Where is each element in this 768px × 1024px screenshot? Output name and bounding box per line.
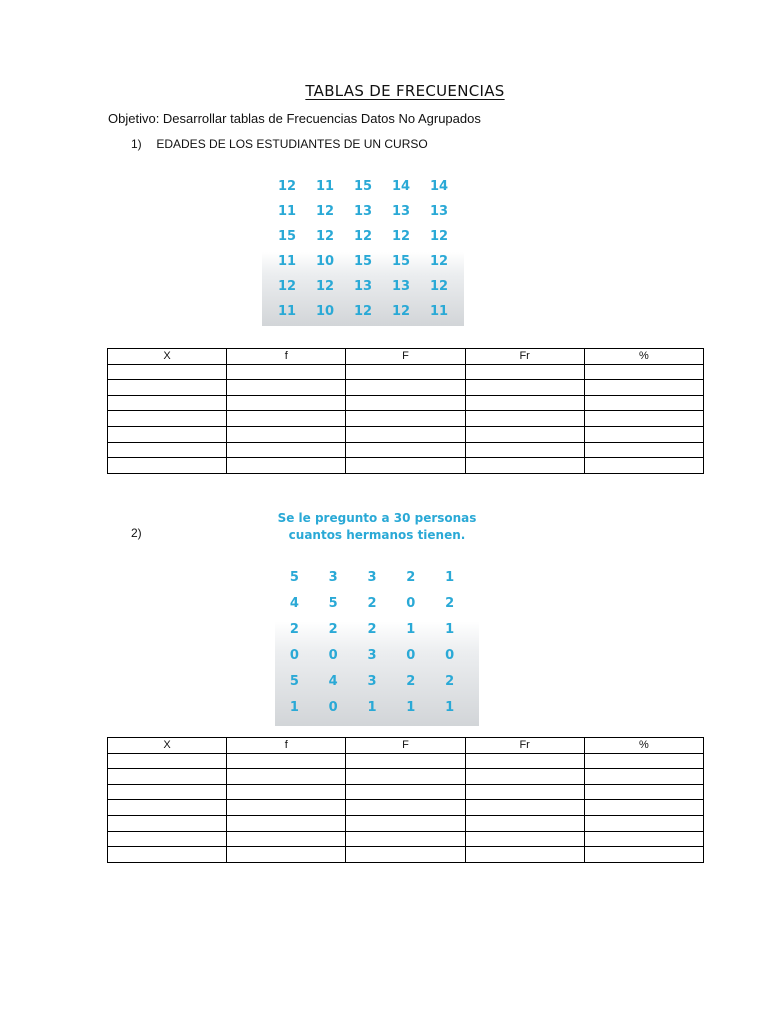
table-row (108, 395, 704, 411)
data-value: 0 (406, 647, 416, 663)
data-value: 0 (328, 699, 338, 715)
data-value: 12 (353, 304, 373, 319)
data-value: 0 (445, 647, 455, 663)
table-row (108, 784, 704, 800)
table-cell[interactable] (584, 395, 703, 411)
table-cell[interactable] (584, 364, 703, 380)
ages-data-image (262, 172, 464, 326)
table-cell[interactable] (346, 800, 465, 816)
table-cell[interactable] (227, 831, 346, 847)
section-1-number: 1) (131, 137, 142, 151)
objective-text: Objetivo: Desarrollar tablas de Frecuencias Datos No Agrupados (108, 111, 481, 126)
data-value: 13 (391, 204, 411, 219)
data-value: 12 (429, 254, 449, 269)
table-cell[interactable] (108, 753, 227, 769)
data-value: 2 (367, 595, 377, 611)
data-value: 12 (429, 279, 449, 294)
section-1-heading (131, 137, 428, 151)
table-row (108, 847, 704, 863)
table-row (108, 411, 704, 427)
table-cell[interactable] (227, 442, 346, 458)
column-header: % (584, 738, 703, 754)
table-header-row (108, 349, 704, 365)
table-cell[interactable] (227, 426, 346, 442)
table-cell[interactable] (227, 380, 346, 396)
table-cell[interactable] (346, 442, 465, 458)
data-value: 2 (289, 621, 299, 637)
table-cell[interactable] (108, 442, 227, 458)
data-value: 4 (289, 595, 299, 611)
table-cell[interactable] (108, 411, 227, 427)
data-value: 15 (353, 179, 373, 194)
table-row (108, 364, 704, 380)
data-value: 15 (391, 254, 411, 269)
table-cell[interactable] (584, 769, 703, 785)
table-cell[interactable] (584, 847, 703, 863)
table-cell[interactable] (465, 458, 584, 474)
table-cell[interactable] (584, 815, 703, 831)
table-cell[interactable] (346, 426, 465, 442)
data-value: 12 (353, 229, 373, 244)
data-value: 11 (277, 304, 297, 319)
frequency-table-1 (107, 348, 704, 474)
table-cell[interactable] (108, 426, 227, 442)
siblings-prompt-line-2: cuantos hermanos tienen. (288, 528, 466, 542)
table-cell[interactable] (584, 784, 703, 800)
siblings-data-image (275, 508, 479, 726)
table-cell[interactable] (108, 395, 227, 411)
table-cell[interactable] (108, 815, 227, 831)
section-1-title: EDADES DE LOS ESTUDIANTES DE UN CURSO (156, 137, 428, 151)
data-value: 15 (277, 229, 297, 244)
column-header: f (227, 738, 346, 754)
data-value: 2 (445, 673, 455, 689)
table-cell[interactable] (108, 458, 227, 474)
data-value: 0 (328, 647, 338, 663)
data-value: 4 (328, 673, 338, 689)
table-cell[interactable] (465, 411, 584, 427)
table-cell[interactable] (346, 395, 465, 411)
table-cell[interactable] (227, 364, 346, 380)
table-cell[interactable] (465, 769, 584, 785)
data-value: 10 (315, 254, 335, 269)
column-header: F (346, 349, 465, 365)
section-2-number: 2) (131, 526, 142, 540)
table-cell[interactable] (227, 411, 346, 427)
siblings-prompt (275, 510, 479, 544)
table-cell[interactable] (465, 426, 584, 442)
column-header: X (108, 349, 227, 365)
data-value: 3 (367, 647, 377, 663)
data-value: 3 (328, 569, 338, 585)
data-value: 1 (406, 621, 416, 637)
data-value: 1 (367, 699, 377, 715)
table-cell[interactable] (346, 364, 465, 380)
column-header: X (108, 738, 227, 754)
table-row (108, 426, 704, 442)
table-cell[interactable] (584, 380, 703, 396)
table-cell[interactable] (584, 831, 703, 847)
table-cell[interactable] (465, 784, 584, 800)
data-value: 13 (353, 279, 373, 294)
data-value: 1 (445, 621, 455, 637)
page-title: TABLAS DE FRECUENCIAS (305, 82, 505, 100)
data-value: 1 (406, 699, 416, 715)
data-value: 11 (277, 254, 297, 269)
data-value: 13 (429, 204, 449, 219)
table-cell[interactable] (465, 815, 584, 831)
table-cell[interactable] (227, 847, 346, 863)
table-cell[interactable] (465, 380, 584, 396)
siblings-data-grid (275, 564, 469, 720)
table-row (108, 831, 704, 847)
data-value: 12 (315, 204, 335, 219)
column-header: F (346, 738, 465, 754)
table-cell[interactable] (346, 784, 465, 800)
data-value: 1 (445, 569, 455, 585)
table-cell[interactable] (108, 800, 227, 816)
table-cell[interactable] (227, 395, 346, 411)
data-value: 10 (315, 304, 335, 319)
data-value: 12 (429, 229, 449, 244)
data-value: 3 (367, 673, 377, 689)
table-cell[interactable] (346, 831, 465, 847)
data-value: 5 (289, 673, 299, 689)
data-value: 2 (406, 673, 416, 689)
ages-data-grid (268, 174, 458, 324)
table-cell[interactable] (108, 847, 227, 863)
data-value: 11 (315, 179, 335, 194)
data-value: 13 (353, 204, 373, 219)
table-cell[interactable] (346, 458, 465, 474)
data-value: 5 (328, 595, 338, 611)
table-cell[interactable] (584, 458, 703, 474)
table-row (108, 815, 704, 831)
table-cell[interactable] (108, 784, 227, 800)
data-value: 5 (289, 569, 299, 585)
table-cell[interactable] (465, 753, 584, 769)
data-value: 12 (391, 304, 411, 319)
data-value: 2 (328, 621, 338, 637)
column-header: Fr (465, 738, 584, 754)
table-cell[interactable] (584, 753, 703, 769)
data-value: 11 (277, 204, 297, 219)
frequency-table-2 (107, 737, 704, 863)
data-value: 0 (406, 595, 416, 611)
table-cell[interactable] (227, 784, 346, 800)
data-value: 12 (391, 229, 411, 244)
data-value: 11 (429, 304, 449, 319)
data-value: 2 (445, 595, 455, 611)
table-row (108, 458, 704, 474)
table-cell[interactable] (465, 395, 584, 411)
data-value: 2 (367, 621, 377, 637)
siblings-prompt-line-1: Se le pregunto a 30 personas (277, 511, 477, 525)
table-cell[interactable] (584, 411, 703, 427)
table-cell[interactable] (108, 364, 227, 380)
data-value: 14 (429, 179, 449, 194)
table-row (108, 753, 704, 769)
column-header: % (584, 349, 703, 365)
table-cell[interactable] (108, 380, 227, 396)
table-header-row (108, 738, 704, 754)
data-value: 12 (277, 179, 297, 194)
data-value: 0 (289, 647, 299, 663)
data-value: 13 (391, 279, 411, 294)
table-cell[interactable] (346, 815, 465, 831)
table-cell[interactable] (227, 753, 346, 769)
table-cell[interactable] (465, 364, 584, 380)
table-row (108, 769, 704, 785)
data-value: 12 (277, 279, 297, 294)
table-cell[interactable] (584, 800, 703, 816)
data-value: 1 (289, 699, 299, 715)
table-cell[interactable] (584, 426, 703, 442)
table-cell[interactable] (227, 800, 346, 816)
table-cell[interactable] (346, 753, 465, 769)
table-cell[interactable] (108, 831, 227, 847)
table-row (108, 380, 704, 396)
column-header: f (227, 349, 346, 365)
table-cell[interactable] (584, 442, 703, 458)
table-cell[interactable] (346, 380, 465, 396)
table-cell[interactable] (346, 411, 465, 427)
table-cell[interactable] (227, 815, 346, 831)
data-value: 1 (445, 699, 455, 715)
table-cell[interactable] (346, 847, 465, 863)
table-row (108, 800, 704, 816)
table-cell[interactable] (465, 800, 584, 816)
table-cell[interactable] (108, 769, 227, 785)
data-value: 2 (406, 569, 416, 585)
table-cell[interactable] (346, 769, 465, 785)
table-row (108, 442, 704, 458)
data-value: 15 (353, 254, 373, 269)
data-value: 12 (315, 279, 335, 294)
data-value: 3 (367, 569, 377, 585)
data-value: 12 (315, 229, 335, 244)
table-cell[interactable] (227, 769, 346, 785)
table-cell[interactable] (465, 847, 584, 863)
table-cell[interactable] (465, 442, 584, 458)
data-value: 14 (391, 179, 411, 194)
column-header: Fr (465, 349, 584, 365)
table-cell[interactable] (227, 458, 346, 474)
table-cell[interactable] (465, 831, 584, 847)
